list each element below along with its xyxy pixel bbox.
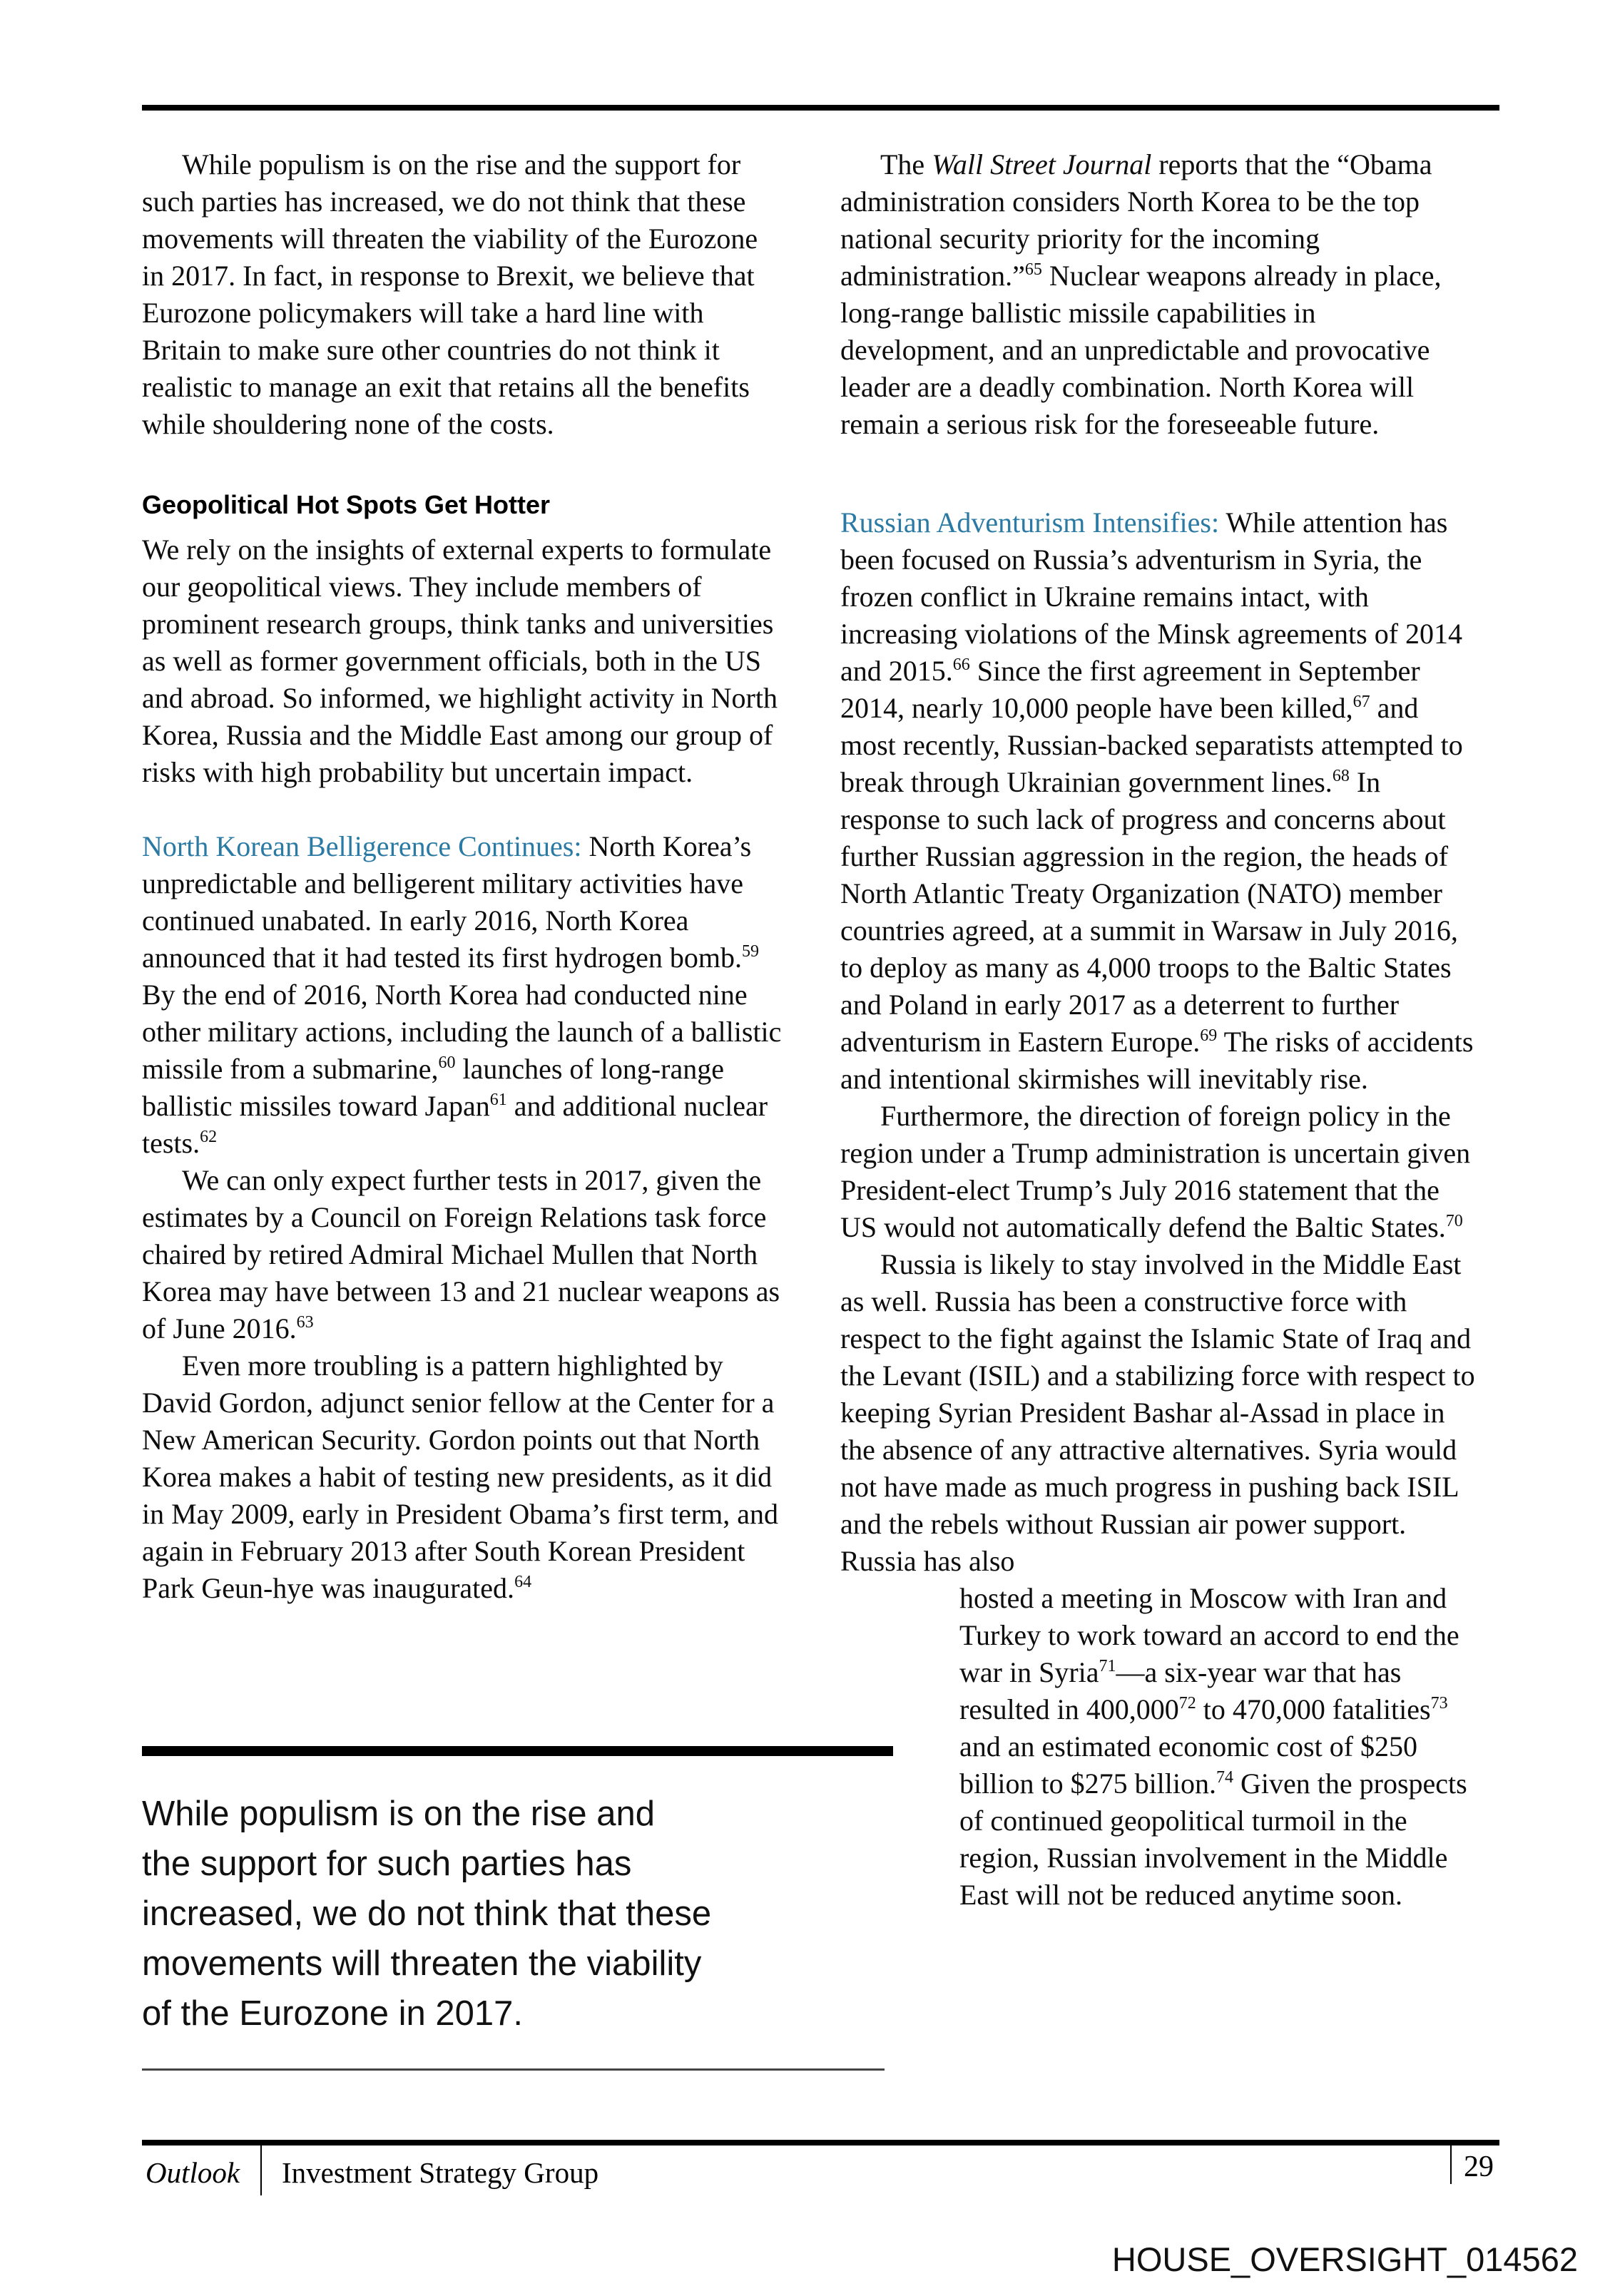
footer-group-name: Investment Strategy Group (282, 2156, 599, 2189)
paragraph-russian-adventurism: Russian Adventurism Intensifies: While attention has been focused on Russia’s adventurism in Syria, the frozen conflict in Ukraine remains intact, with increasing violations of the Minsk agreements of 2014 and 2015.66 Since the first agreement in September 2014, nearly 10,000 people have been killed,$^{67}$ and most recently, Russian-backed separatists attempted to break through Ukrainian government lines.$^{68}$ In response to such lack of progress and concerns about further Russian aggression in the region, the heads of North Atlantic Treaty Organization (NATO) member countries agreed, at a summit in Warsaw in July 2016, to deploy as many as 4,000 troops to the Baltic States and Poland in early 2017 as a deterrent to further adventurism in Eastern Europe.$^{69}$ The risks of accidents and intentional skirmishes will inevitably rise. (840, 506, 1474, 1095)
oversight-stamp: HOUSE_OVERSIGHT_014562 (1111, 2240, 1578, 2278)
section-heading-geopolitical: Geopolitical Hot Spots Get Hotter (142, 490, 551, 519)
top-rule (142, 105, 1499, 111)
paragraph-further-tests: We can only expect further tests in 2017, given the estimates by a Council on Foreign Relations task force chaired by retired Admiral Michael Mullen that North Korea may have between 13 and 21 nuclear weapons as of June 2016.63 (142, 1164, 780, 1345)
footer-brand: Outlook (146, 2156, 240, 2189)
paragraph-external-experts: We rely on the insights of external experts to formulate our geopolitical views. They include members of prominent research groups, think tanks and universities as well as former government officials, both in the US and abroad. So informed, we highlight activity in North Korea, Russia and the Middle East among our group of risks with high probability but uncertain impact. (142, 534, 778, 788)
pull-quote-top-bar (142, 1746, 893, 1756)
paragraph-moscow-meeting: hosted a meeting in Moscow with Iran and Turkey to work toward an accord to end the war in Syria$^{71}$—a six-year war that has resulted in 400,000$^{72}$ to 470,000 fatalities$^{73}$ and an estimated economic cost of $250 billion to $275 billion.$^{74}$ Given the prospects of continued geopolitical turmoil in the region, Russian involvement in the Middle East will not be reduced anytime soon. (959, 1582, 1467, 1911)
page-number: 29 (1464, 2150, 1494, 2183)
paragraph-russia-middle-east: Russia is likely to stay involved in the Middle East as well. Russia has been a constructive force with respect to the fight against the Islamic State of Iraq and the Levant (ISIL) and a stabilizing force with respect to keeping Syrian President Bashar al-Assad in place in the absence of any attractive alternatives. Syria would not have made as much progress in pushing back ISIL and the rebels without Russian air power support. Russia has also (840, 1248, 1475, 1577)
paragraph-foreign-policy: Furthermore, the direction of foreign policy in the region under a Trump administration is uncertain given President-elect Trump’s July 2016 statement that the US would not automatically defend the Baltic States.$^{70}$ (840, 1100, 1471, 1243)
paragraph-populism: While populism is on the rise and the support for such parties has increased, we do not think that these movements will threaten the viability of the Eurozone in 2017. In fact, in response to Brexit, we believe that Eurozone policymakers will take a hard line with Britain to make sure other countries do not think it realistic to manage an exit that retains all the benefits while shouldering none of the costs. (142, 148, 758, 440)
left-column (142, 146, 782, 1607)
paragraph-david-gordon: Even more troubling is a pattern highlighted by David Gordon, adjunct senior fellow at the Center for a New American Security. Gordon points out that North Korea makes a habit of testing new presidents, as it did in May 2009, early in President Obama’s first term, and again in February 2013 after South Korean President Park Geun-hye was inaugurated.$^{64}$ (142, 1349, 779, 1604)
pull-quote-text: While populism is on the rise and the support for such parties has increased, we do not think that these movements will threaten the viability of the Eurozone in 2017. (142, 1795, 712, 2033)
footer-divider-left (260, 2146, 262, 2195)
paragraph-wsj: The Wall Street Journal reports that the “Obama administration considers North Korea to be the top national security priority for the incoming administration.”$^{65}$ Nuclear weapons already in place, long-range ballistic missile capabilities in development, and an unpredictable and provocative leader are a deadly combination. North Korea will remain a serious risk for the foreseeable future. (840, 148, 1442, 440)
pull-quote-bottom-rule (142, 2068, 885, 2071)
footer-rule (142, 2140, 1499, 2146)
pull-quote-block (142, 1746, 893, 2071)
footer-divider-right (1450, 2146, 1452, 2184)
right-column (840, 146, 1475, 1914)
paragraph-north-korea: North Korean Belligerence Continues: North Korea’s unpredictable and belligerent military activities have continued unabated. In early 2016, North Korea announced that it had tested its first hydrogen bomb.$^{59}$ By the end of 2016, North Korea had conducted nine other military actions, including the launch of a ballistic missile from a submarine,$^{60}$ launches of long-range ballistic missiles toward Japan$^{61}$ and additional nuclear tests.$^{62}$ (142, 830, 782, 1159)
